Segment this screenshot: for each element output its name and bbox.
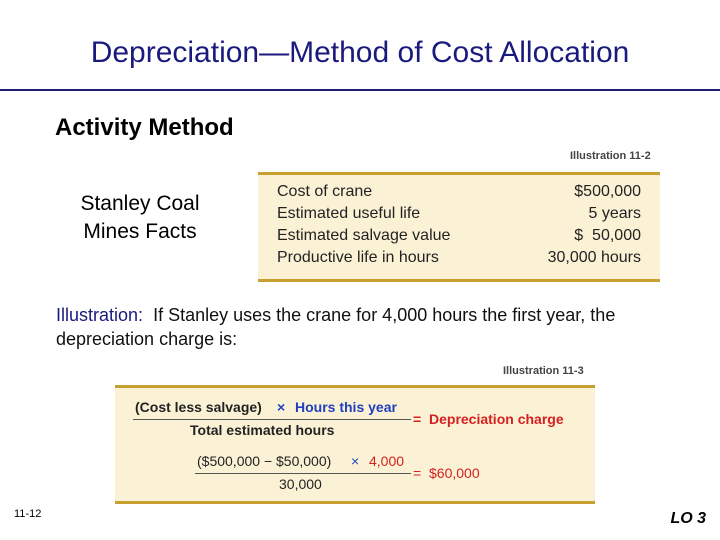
facts-row <box>277 205 641 223</box>
formula-box <box>115 385 595 504</box>
facts-row <box>277 227 641 245</box>
formula-fraction-bar <box>133 419 411 420</box>
facts-row-label: Estimated salvage value <box>277 227 451 244</box>
facts-table <box>258 172 660 282</box>
section-subtitle: Activity Method <box>55 114 234 141</box>
calc-result: $60,000 <box>429 465 480 481</box>
calc-equals: = <box>413 465 422 481</box>
learning-objective-label: LO 3 <box>670 510 706 527</box>
formula-equals: = <box>413 411 422 427</box>
paragraph-text: If Stanley uses the crane for 4,000 hours the first year, the depreciation charge is: <box>56 305 616 349</box>
formula-depreciation-charge: Depreciation charge <box>429 411 564 427</box>
facts-row-value: 30,000 hours <box>547 249 641 266</box>
facts-row-value: 5 years <box>588 205 641 222</box>
formula-hours-this-year: Hours this year <box>295 399 397 415</box>
calc-denominator: 30,000 <box>279 476 322 492</box>
illustration-11-2-label: Illustration 11-2 <box>570 150 651 162</box>
slide-title: Depreciation—Method of Cost Allocation <box>90 36 630 69</box>
calc-fraction-bar <box>195 473 411 474</box>
facts-row-label: Productive life in hours <box>277 249 439 266</box>
calc-times: × <box>351 453 360 469</box>
facts-row <box>277 183 641 201</box>
slide-number: 11-12 <box>14 508 42 520</box>
title-divider <box>0 89 720 91</box>
formula-times: × <box>277 399 286 415</box>
illustration-11-3-label: Illustration 11-3 <box>503 365 584 377</box>
facts-row <box>277 249 641 267</box>
facts-row-label: Cost of crane <box>277 183 373 200</box>
formula-cost-less-salvage: (Cost less salvage) <box>135 399 262 415</box>
illustration-paragraph <box>56 303 676 351</box>
calc-numerator: ($500,000 − $50,000) <box>197 453 332 469</box>
facts-row-label: Estimated useful life <box>277 205 421 222</box>
facts-row-value: $ 50,000 <box>574 227 641 244</box>
facts-row-value: $500,000 <box>574 183 641 200</box>
formula-total-estimated-hours: Total estimated hours <box>190 422 335 438</box>
calc-hours: 4,000 <box>369 453 405 469</box>
paragraph-lead: Illustration: <box>56 305 144 325</box>
facts-label: Stanley Coal Mines Facts <box>80 192 200 243</box>
